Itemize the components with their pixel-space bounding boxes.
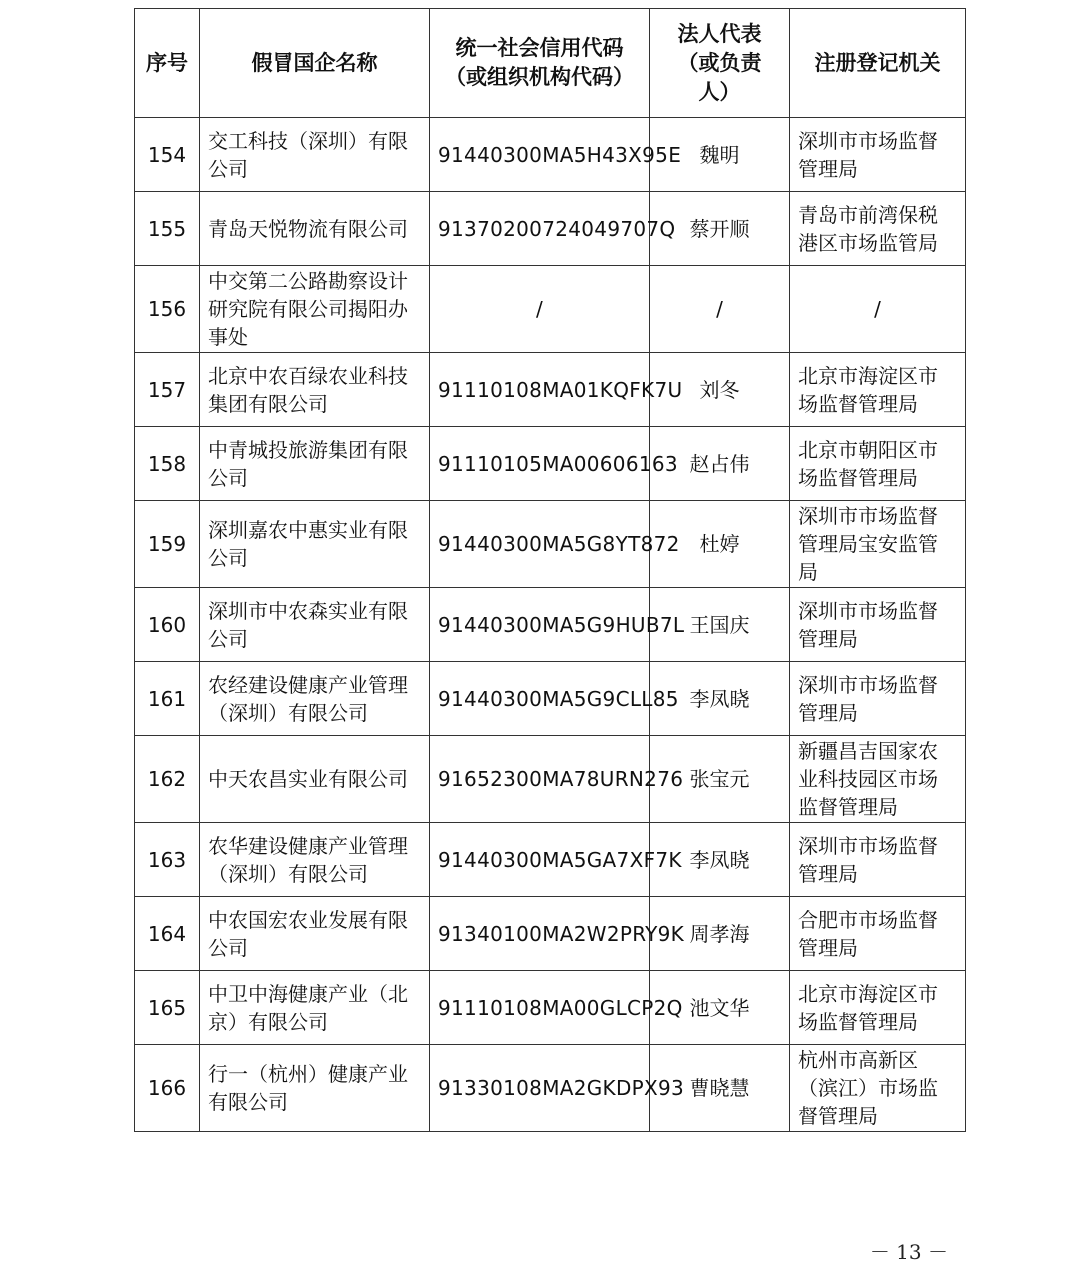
table-row [135, 118, 966, 192]
table-row [135, 1045, 966, 1132]
row-index: 163 [135, 823, 200, 897]
header-credit-code-line: （或组织机构代码） [445, 65, 634, 89]
registration-authority: 深圳市市场监督管理局 [790, 118, 966, 192]
table-row [135, 501, 966, 588]
page-number: － 13 － [869, 1240, 948, 1264]
header-company-name: 假冒国企名称 [200, 9, 430, 118]
company-name: 中交第二公路勘察设计研究院有限公司揭阳办事处 [200, 266, 430, 353]
company-name: 农经建设健康产业管理（深圳）有限公司 [200, 662, 430, 736]
legal-representative: 王国庆 [650, 588, 790, 662]
credit-code: 91110105MA00606163 [430, 427, 650, 501]
table-row [135, 588, 966, 662]
header-legal-rep-line: 人） [698, 79, 741, 104]
table-row [135, 662, 966, 736]
legal-representative: 李凤晓 [650, 823, 790, 897]
row-index: 160 [135, 588, 200, 662]
header-index: 序号 [135, 9, 200, 118]
registration-authority: 深圳市市场监督管理局 [790, 588, 966, 662]
legal-representative: 蔡开顺 [650, 192, 790, 266]
credit-code: 91652300MA78URN276 [430, 736, 650, 823]
registration-authority: 深圳市市场监督管理局宝安监管局 [790, 501, 966, 588]
legal-representative: / [650, 266, 790, 353]
legal-representative: 张宝元 [650, 736, 790, 823]
company-name: 行一（杭州）健康产业有限公司 [200, 1045, 430, 1132]
company-name: 农华建设健康产业管理（深圳）有限公司 [200, 823, 430, 897]
registration-authority: 合肥市市场监督管理局 [790, 897, 966, 971]
header-legal-rep [650, 9, 790, 118]
row-index: 164 [135, 897, 200, 971]
credit-code: 91370200724049707Q [430, 192, 650, 266]
registration-authority: 深圳市市场监督管理局 [790, 662, 966, 736]
legal-representative: 刘冬 [650, 353, 790, 427]
registration-authority: 北京市海淀区市场监督管理局 [790, 971, 966, 1045]
credit-code: 91340100MA2W2PRY9K [430, 897, 650, 971]
legal-representative: 魏明 [650, 118, 790, 192]
company-name: 青岛天悦物流有限公司 [200, 192, 430, 266]
company-name: 深圳嘉农中惠实业有限公司 [200, 501, 430, 588]
row-index: 156 [135, 266, 200, 353]
table-row [135, 192, 966, 266]
credit-code: 91440300MA5GA7XF7K [430, 823, 650, 897]
row-index: 166 [135, 1045, 200, 1132]
row-index: 158 [135, 427, 200, 501]
credit-code: 91440300MA5H43X95E [430, 118, 650, 192]
legal-representative: 李凤晓 [650, 662, 790, 736]
row-index: 159 [135, 501, 200, 588]
table-row [135, 353, 966, 427]
company-name: 中青城投旅游集团有限公司 [200, 427, 430, 501]
row-index: 162 [135, 736, 200, 823]
header-registration-authority: 注册登记机关 [790, 9, 966, 118]
credit-code: 91110108MA01KQFK7U [430, 353, 650, 427]
credit-code: 91110108MA00GLCP2Q [430, 971, 650, 1045]
header-legal-rep-line: 法人代表 [677, 21, 762, 46]
company-name: 深圳市中农森实业有限公司 [200, 588, 430, 662]
table-row [135, 736, 966, 823]
registration-authority: / [790, 266, 966, 353]
header-credit-code [430, 9, 650, 118]
legal-representative: 周孝海 [650, 897, 790, 971]
registration-authority: 新疆昌吉国家农业科技园区市场监督管理局 [790, 736, 966, 823]
credit-code: 91330108MA2GKDPX93 [430, 1045, 650, 1132]
registration-authority: 杭州市高新区（滨江）市场监督管理局 [790, 1045, 966, 1132]
header-legal-rep-line: （或负责 [677, 50, 762, 75]
registration-authority: 深圳市市场监督管理局 [790, 823, 966, 897]
table-row [135, 266, 966, 353]
credit-code: 91440300MA5G9CLL85 [430, 662, 650, 736]
registration-authority: 北京市海淀区市场监督管理局 [790, 353, 966, 427]
table-row [135, 427, 966, 501]
table-row [135, 823, 966, 897]
header-row [135, 9, 966, 118]
legal-representative: 杜婷 [650, 501, 790, 588]
company-name: 中卫中海健康产业（北京）有限公司 [200, 971, 430, 1045]
credit-code: / [430, 266, 650, 353]
row-index: 155 [135, 192, 200, 266]
company-name: 交工科技（深圳）有限公司 [200, 118, 430, 192]
company-name: 北京中农百绿农业科技集团有限公司 [200, 353, 430, 427]
legal-representative: 池文华 [650, 971, 790, 1045]
registration-authority: 青岛市前湾保税港区市场监管局 [790, 192, 966, 266]
table-row [135, 897, 966, 971]
counterfeit-soe-table [134, 8, 966, 1132]
row-index: 165 [135, 971, 200, 1045]
registration-authority: 北京市朝阳区市场监督管理局 [790, 427, 966, 501]
row-index: 161 [135, 662, 200, 736]
row-index: 157 [135, 353, 200, 427]
header-credit-code-line: 统一社会信用代码 [455, 36, 624, 60]
table-row [135, 971, 966, 1045]
company-name: 中天农昌实业有限公司 [200, 736, 430, 823]
company-name: 中农国宏农业发展有限公司 [200, 897, 430, 971]
legal-representative: 曹晓慧 [650, 1045, 790, 1132]
row-index: 154 [135, 118, 200, 192]
credit-code: 91440300MA5G8YT872 [430, 501, 650, 588]
legal-representative: 赵占伟 [650, 427, 790, 501]
credit-code: 91440300MA5G9HUB7L [430, 588, 650, 662]
